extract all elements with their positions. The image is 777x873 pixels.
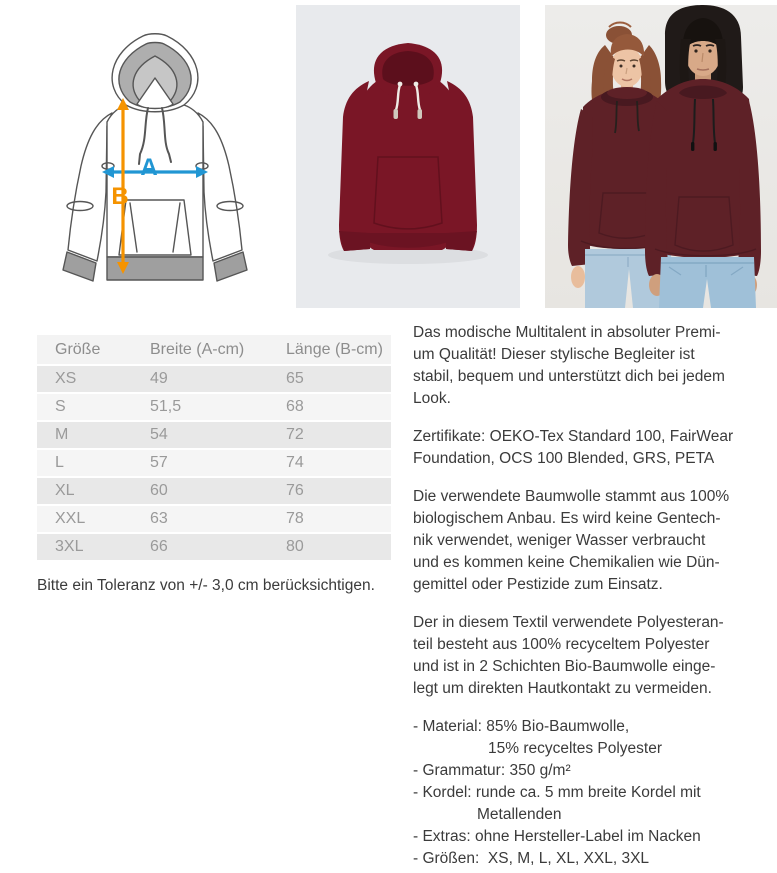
table-row [37, 422, 391, 448]
table-row [37, 450, 391, 476]
table-cell: S [37, 394, 149, 420]
description-paragraphs [413, 322, 777, 700]
description-line: und es kommen keine Chemikalien wie Dün- [413, 554, 720, 571]
description-line: biologischem Anbau. Es wird keine Gentech- [413, 510, 721, 527]
table-cell: 72 [285, 422, 391, 448]
table-cell: 80 [285, 534, 391, 560]
description-line: Foundation, OCS 100 Blended, GRS, PETA [413, 450, 715, 467]
sketch-left-sleeve [68, 113, 112, 261]
spec-line: - Extras: ohne Hersteller-Label im Nacken [413, 828, 701, 845]
spec-line: 15% recyceltes Polyester [488, 740, 663, 757]
spec-line: Metallenden [477, 806, 562, 823]
header-row [37, 335, 391, 364]
table-cell: 51,5 [149, 394, 285, 420]
description-line: Die verwendete Baumwolle stammt aus 100% [413, 488, 730, 505]
table-row [37, 506, 391, 532]
label-b: B [111, 183, 129, 210]
hoodie-sketch-icon [40, 14, 270, 304]
burgundy-hoodie-front [296, 5, 520, 308]
table-cell: 68 [285, 394, 391, 420]
table-cell: 60 [149, 478, 285, 504]
product-description [413, 322, 777, 870]
description-line: teil besteht aus 100% recyceltem Polyester [413, 636, 710, 653]
table-row [37, 394, 391, 420]
description-paragraph [413, 486, 777, 596]
description-line: Das modische Multitalent in absoluter Premi- [413, 324, 721, 341]
label-a: A [140, 154, 158, 181]
description-line: Look. [413, 390, 451, 407]
description-line: gemittel oder Pestizide zum Einsatz. [413, 576, 663, 593]
spec-line: - Grammatur: 350 g/m² [413, 762, 571, 779]
description-line: Der in diesem Textil verwendete Polyesteran- [413, 614, 724, 631]
table-cell: 66 [149, 534, 285, 560]
description-paragraph [413, 426, 777, 470]
description-line: nik verwendet, weniger Wasser verbraucht [413, 532, 706, 549]
description-line: stabil, bequem und unterstützt dich bei jedem [413, 368, 725, 385]
description-line: Zertifikate: OEKO-Tex Standard 100, FairWear [413, 428, 734, 445]
table-cell: M [37, 422, 149, 448]
table-cell: 78 [285, 506, 391, 532]
spec-line: - Größen: XS, M, L, XL, XXL, 3XL [413, 850, 650, 867]
table-cell: 54 [149, 422, 285, 448]
table-cell: L [37, 450, 149, 476]
size-table-header [37, 335, 391, 364]
measurement-diagram-image [40, 14, 270, 304]
description-line: legt um direkten Hautkontakt zu vermeiden. [413, 680, 712, 697]
sketch-right-sleeve [198, 113, 242, 261]
table-header-cell: Länge (B-cm) [285, 335, 391, 364]
sketch-pocket [119, 200, 191, 255]
table-row [37, 366, 391, 392]
spec-line: - Material: 85% Bio-Baumwolle, [413, 718, 630, 735]
product-photo-burgundy-hoodie [296, 5, 520, 308]
table-row [37, 478, 391, 504]
table-cell: XXL [37, 506, 149, 532]
table-header-cell: Größe [37, 335, 149, 364]
spec-line: - Kordel: runde ca. 5 mm breite Kordel mit [413, 784, 701, 801]
table-cell: 65 [285, 366, 391, 392]
table-cell: 74 [285, 450, 391, 476]
table-cell: XS [37, 366, 149, 392]
description-paragraph [413, 322, 777, 410]
size-table [37, 333, 391, 562]
model-man [645, 5, 761, 308]
table-header-cell: Breite (A-cm) [149, 335, 285, 364]
tolerance-note: Bitte ein Toleranz von +/- 3,0 cm berücksichtigen. [37, 577, 375, 594]
couple-wearing-hoodies [545, 5, 777, 308]
table-cell: 57 [149, 450, 285, 476]
table-cell: XL [37, 478, 149, 504]
table-row [37, 534, 391, 560]
table-cell: 49 [149, 366, 285, 392]
description-line: um Qualität! Dieser stylische Begleiter ist [413, 346, 695, 363]
table-cell: 3XL [37, 534, 149, 560]
description-line: und ist in 2 Schichten Bio-Baumwolle einge- [413, 658, 716, 675]
table-cell: 76 [285, 478, 391, 504]
description-paragraph [413, 612, 777, 700]
models-photo-couple [545, 5, 777, 308]
spec-list [413, 716, 777, 870]
table-cell: 63 [149, 506, 285, 532]
